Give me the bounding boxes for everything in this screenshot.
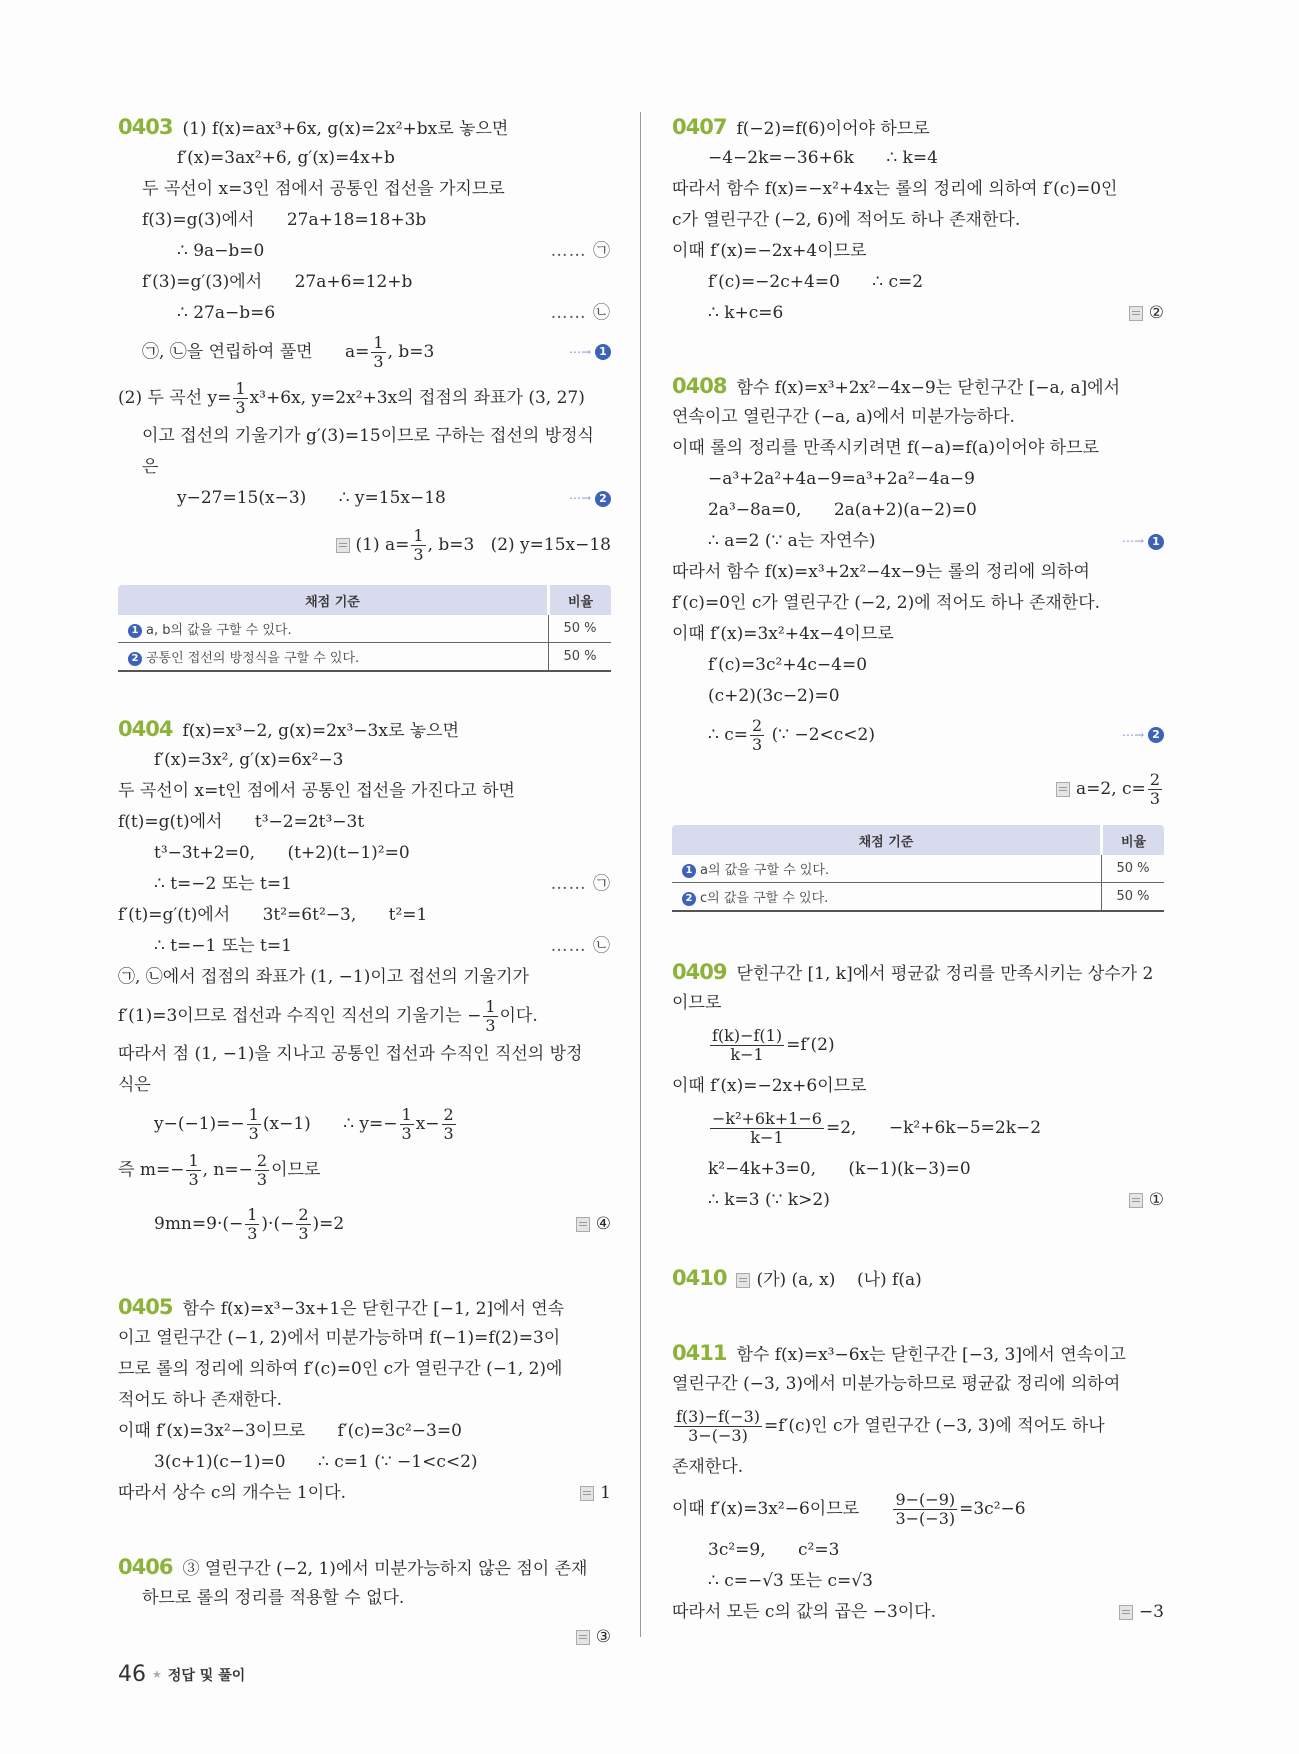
solution-line [672, 1185, 1164, 1216]
solution-line [672, 402, 1164, 433]
text-run: 이때 롤의 정리를 만족시키려면 f(−a)=f(a)이어야 하므로 [672, 438, 1099, 458]
text-run: ㉠, ㉡에서 접점의 좌표가 (1, −1)이고 접선의 기울기가 [118, 967, 529, 987]
answer-icon [336, 538, 350, 553]
text-run: 닫힌구간 [1, k]에서 평균값 정리를 만족시키는 상수가 2 [736, 964, 1154, 984]
text-run: =f′(c)인 c가 열린구간 (−3, 3)에 적어도 하나 [763, 1416, 1105, 1436]
solution-0407 [672, 112, 1164, 329]
fraction-denominator: 3−(−3) [688, 1426, 748, 1445]
answer-icon [576, 1630, 590, 1645]
fraction-denominator: 3 [401, 1124, 412, 1143]
text-run: (가) (a, x) (나) f(a) [756, 1270, 922, 1290]
solution-line [672, 681, 1164, 712]
dotted-arrow-icon: ⋯→ [568, 491, 591, 505]
fraction-numerator: 9−(−9) [895, 1490, 956, 1509]
ratio-cell: 50 % [549, 643, 612, 672]
step-badge-1: 1 [128, 624, 142, 638]
fraction-denominator: k−1 [750, 1128, 784, 1147]
fraction [245, 1206, 259, 1243]
answer-text: ④ [595, 1214, 611, 1234]
solution-0404 [118, 714, 611, 1247]
text-run: )=2 [312, 1214, 345, 1234]
step-badge-1: 1 [1148, 534, 1164, 550]
text-run: 9mn=9·(− [154, 1214, 244, 1234]
text-run: 식은 [118, 1075, 151, 1095]
answer-icon [1129, 306, 1143, 321]
solution-line [672, 267, 1164, 298]
text-run: 두 곡선이 x=t인 점에서 공통인 접선을 가진다고 하면 [118, 781, 515, 801]
solution-line [672, 1566, 1164, 1597]
text-run: 따라서 점 (1, −1)을 지나고 공통인 접선과 수직인 직선의 방정 [118, 1044, 583, 1064]
text-run: )·(− [261, 1214, 295, 1234]
fraction-denominator: 3 [485, 1016, 496, 1035]
fraction-denominator: 3 [1149, 789, 1160, 808]
fraction-numerator: 1 [247, 1205, 258, 1224]
table-header-row [672, 825, 1164, 855]
text-run: 이때 f′(x)=−2x+4이므로 [672, 241, 867, 261]
text-run: −4−2k=−36+6k ∴ k=4 [708, 148, 938, 168]
text-run: f′(c)=−2c+4=0 ∴ c=2 [708, 272, 924, 292]
solution-line [118, 1583, 611, 1614]
text-run: f′(1)=3이므로 접선과 수직인 직선의 기울기는 − [118, 1006, 482, 1026]
fraction-numerator: 2 [443, 1105, 454, 1124]
solution-line [672, 298, 1164, 329]
text-run: 이고 접선의 기울기가 g′(3)=15이므로 구하는 접선의 방정식 [142, 426, 594, 446]
solution-line [118, 1323, 611, 1354]
solution-line [672, 464, 1164, 495]
fraction-numerator: 2 [1149, 770, 1160, 789]
text-run: f(−2)=f(6)이어야 하므로 [736, 119, 930, 139]
criterion-cell [118, 615, 549, 643]
solution-line [672, 526, 1164, 557]
solution-line [672, 495, 1164, 526]
solution-line [118, 1447, 611, 1478]
solution-line [118, 1385, 611, 1416]
solution-line [118, 267, 611, 298]
text-run: ∴ k+c=6 [708, 303, 784, 323]
text-run: 3(c+1)(c−1)=0 ∴ c=1 (∵ −1<c<2) [154, 1452, 478, 1472]
text-run: 따라서 함수 f(x)=x³+2x²−4x−9는 롤의 정리에 의하여 [672, 562, 1090, 582]
text-run: 함수 f(x)=x³+2x²−4x−9는 닫힌구간 [−a, a]에서 [736, 378, 1121, 398]
dotted-arrow-icon: ⋯→ [1121, 728, 1144, 742]
solution-line [672, 1483, 1164, 1535]
criterion-cell [672, 883, 1102, 912]
fraction-numerator: 1 [235, 379, 246, 398]
fraction-numerator: −k²+6k+1−6 [712, 1109, 822, 1128]
solution-line [672, 1102, 1164, 1154]
table-row [118, 615, 611, 643]
text-run: ∴ c=−√3 또는 c=√3 [708, 1571, 873, 1591]
solution-line [118, 1354, 611, 1385]
text-run: (x−1) ∴ y=− [262, 1114, 398, 1134]
text-run: 함수 f(x)=x³−6x는 닫힌구간 [−3, 3]에서 연속이고 [736, 1345, 1126, 1365]
solution-line [672, 1535, 1164, 1566]
solution-line [672, 712, 1164, 758]
fraction [483, 998, 497, 1035]
solution-0411 [672, 1338, 1164, 1628]
text-run: 이므로 [672, 993, 722, 1013]
text-run: 은 [142, 457, 159, 477]
solution-line [118, 1039, 611, 1070]
text-run: ③ [595, 1627, 611, 1647]
solution-line [118, 1622, 611, 1653]
column-divider [640, 112, 641, 1637]
text-run: f′(x)=3ax²+6, g′(x)=4x+b [177, 148, 395, 168]
solution-line [118, 745, 611, 776]
criterion-text: a, b의 값을 구할 수 있다. [146, 623, 292, 638]
text-run: 열린구간 (−3, 3)에서 미분가능하므로 평균값 정리에 의하여 [672, 1374, 1121, 1394]
text-run: 므로 롤의 정리에 의하여 f′(c)=0인 c가 열린구간 (−1, 2)에 [118, 1359, 563, 1379]
text-run: , n=− [202, 1160, 253, 1180]
text-run: ∴ c= [708, 725, 748, 745]
solution-line [118, 714, 611, 745]
ratio-cell: 50 % [1102, 855, 1165, 883]
solution-line [672, 1452, 1164, 1483]
dotted-arrow-icon: ⋯→ [568, 345, 591, 359]
text-run: 이때 f′(x)=−2x+6이므로 [672, 1076, 867, 1096]
text-run: (2) 두 곡선 y= [118, 388, 232, 408]
fraction-denominator: 3 [443, 1124, 454, 1143]
fraction [750, 717, 764, 754]
star-icon: ★ [152, 1668, 162, 1681]
solution-line [118, 1101, 611, 1147]
answer [1119, 1597, 1164, 1628]
problem-number: 0406 [118, 1555, 173, 1579]
solution-line [118, 993, 611, 1039]
solution-line [118, 931, 611, 962]
solution-line [118, 421, 611, 452]
step-badge-1: 1 [595, 344, 611, 360]
solution-line [118, 236, 611, 267]
problem-number: 0405 [118, 1295, 173, 1319]
text-run: 이고 열린구간 (−1, 2)에서 미분가능하며 f(−1)=f(2)=3이 [118, 1328, 561, 1348]
fraction [1148, 771, 1162, 808]
equation-label: …… ㉡ [550, 303, 611, 323]
text-run: 3c²=9, c²=3 [708, 1540, 840, 1560]
answer-icon [736, 1273, 750, 1288]
table-header-cell: 채점 기준 [672, 825, 1102, 855]
fraction-numerator: f(3)−f(−3) [676, 1407, 760, 1426]
fraction [893, 1491, 957, 1528]
answer-icon [1056, 782, 1070, 797]
solution-line [672, 1400, 1164, 1452]
fraction [255, 1152, 269, 1189]
solution-line [118, 1478, 611, 1509]
equation-label: …… ㉠ [550, 874, 611, 894]
answer-text: ② [1148, 303, 1164, 323]
text-run: f(t)=g(t)에서 t³−2=2t³−3t [118, 812, 365, 832]
fraction [400, 1106, 414, 1143]
fraction [411, 527, 425, 564]
text-run: k²−4k+3=0, (k−1)(k−3)=0 [708, 1159, 971, 1179]
fraction-denominator: 3 [298, 1224, 309, 1243]
text-run: 이때 f′(x)=3x²−6이므로 [672, 1499, 892, 1519]
step-marker [569, 483, 611, 514]
answer-text: 1 [600, 1483, 611, 1503]
solution-line [672, 650, 1164, 681]
text-run: 함수 f(x)=x³−3x+1은 닫힌구간 [−1, 2]에서 연속 [182, 1299, 565, 1319]
text-run: , b=3 [387, 342, 435, 362]
table-row [672, 883, 1164, 912]
solution-line [672, 371, 1164, 402]
text-run: 이므로 [271, 1160, 321, 1180]
text-run: 이다. [499, 1006, 538, 1026]
solution-0405 [118, 1292, 611, 1509]
text-run: 적어도 하나 존재한다. [118, 1390, 283, 1410]
table-header-row [118, 585, 611, 615]
criterion-text: c의 값을 구할 수 있다. [700, 891, 829, 906]
fraction-numerator: 1 [401, 1105, 412, 1124]
text-run: 따라서 함수 f(x)=−x²+4x는 롤의 정리에 의하여 f′(c)=0인 [672, 179, 1118, 199]
solution-line [118, 1292, 611, 1323]
fraction-numerator: f(k)−f(1) [712, 1026, 783, 1045]
text-run: , b=3 (2) y=15x−18 [427, 535, 611, 555]
text-run: f′(t)=g′(t)에서 3t²=6t²−3, t²=1 [118, 905, 428, 925]
solution-line [118, 1070, 611, 1101]
scoring-table [118, 585, 611, 672]
solution-0406 [118, 1552, 611, 1653]
solution-line [672, 205, 1164, 236]
fraction-numerator: 1 [413, 526, 424, 545]
fraction-denominator: 3 [752, 735, 763, 754]
answer-icon [580, 1486, 594, 1501]
problem-number: 0404 [118, 717, 173, 741]
solution-line [118, 329, 611, 375]
fraction-numerator: 1 [248, 1105, 259, 1124]
text-run: 즉 m=− [118, 1160, 185, 1180]
fraction-denominator: 3 [235, 398, 246, 417]
solution-line [672, 957, 1164, 988]
text-run: 따라서 모든 c의 값의 곱은 −3이다. [672, 1602, 937, 1622]
fraction-numerator: 1 [373, 333, 384, 352]
problem-number: 0408 [672, 374, 727, 398]
fraction-denominator: 3 [247, 1224, 258, 1243]
fraction-denominator: 3 [248, 1124, 259, 1143]
text-run: ∴ a=2 (∵ a는 자연수) [708, 531, 876, 551]
text-run: 2a³−8a=0, 2a(a+2)(a−2)=0 [708, 500, 977, 520]
fraction [247, 1106, 261, 1143]
criterion-text: a의 값을 구할 수 있다. [700, 863, 830, 878]
scoring-table [672, 825, 1164, 912]
solution-line [672, 143, 1164, 174]
text-run: ③ 열린구간 (−2, 1)에서 미분가능하지 않은 점이 존재 [182, 1559, 588, 1579]
text-run: 이때 f′(x)=3x²+4x−4이므로 [672, 624, 894, 644]
ratio-cell: 50 % [1102, 883, 1165, 912]
solution-line [118, 869, 611, 900]
solution-0408 [672, 371, 1164, 812]
footer-title: 정답 및 풀이 [167, 1667, 246, 1684]
solution-0409 [672, 957, 1164, 1216]
text-run: a=2, c= [1076, 779, 1146, 799]
answer-icon [1119, 1605, 1133, 1620]
solution-line [118, 483, 611, 514]
solution-line [118, 807, 611, 838]
fraction [186, 1152, 200, 1189]
text-run: c가 열린구간 (−2, 6)에 적어도 하나 존재한다. [672, 210, 1021, 230]
text-run: =2, −k²+6k−5=2k−2 [825, 1118, 1042, 1138]
solution-line [672, 1338, 1164, 1369]
answer-text: −3 [1138, 1602, 1164, 1622]
fraction-numerator: 2 [256, 1151, 268, 1170]
answer [1129, 298, 1164, 329]
solution-line [118, 776, 611, 807]
equation-label: …… ㉡ [550, 936, 611, 956]
solution-line [672, 766, 1164, 812]
text-run: 이때 f′(x)=3x²−3이므로 f′(c)=3c²−3=0 [118, 1421, 462, 1441]
solution-line [672, 557, 1164, 588]
text-run: 하므로 롤의 정리를 적용할 수 없다. [142, 1588, 405, 1608]
step-marker [1122, 526, 1164, 557]
solution-line [672, 174, 1164, 205]
page-footer [118, 1662, 245, 1687]
solution-line [672, 1071, 1164, 1102]
solution-line [118, 112, 611, 143]
text-run: (1) a= [355, 535, 410, 555]
text-run: (∵ −2<c<2) [766, 725, 875, 745]
step-badge-2: 2 [128, 652, 142, 666]
fraction [674, 1408, 762, 1445]
step-badge-2: 2 [682, 892, 696, 906]
text-run: (1) f(x)=ax³+6x, g(x)=2x²+bx로 놓으면 [182, 119, 509, 139]
text-run: ∴ t=−2 또는 t=1 [154, 874, 292, 894]
text-run: ∴ t=−1 또는 t=1 [154, 936, 292, 956]
page-number: 46 [118, 1662, 146, 1687]
solution-line [118, 838, 611, 869]
solution-0410 [672, 1263, 1164, 1294]
solution-line [672, 1597, 1164, 1628]
problem-number: 0403 [118, 115, 173, 139]
answer [1129, 1185, 1164, 1216]
text-run: f′(c)=3c²+4c−4=0 [708, 655, 868, 675]
solution-line [672, 619, 1164, 650]
fraction-numerator: 2 [752, 716, 763, 735]
solution-line [672, 1154, 1164, 1185]
criterion-cell [118, 643, 549, 672]
text-run: ∴ 27a−b=6 [177, 303, 276, 323]
step-badge-1: 1 [682, 864, 696, 878]
solution-line [672, 236, 1164, 267]
table-header-cell: 채점 기준 [118, 585, 549, 615]
text-run: f(x)=x³−2, g(x)=2x³−3x로 놓으면 [182, 721, 460, 741]
text-run: y−27=15(x−3) ∴ y=15x−18 [177, 488, 446, 508]
text-run: ∴ k=3 (∵ k>2) [708, 1190, 830, 1210]
problem-number: 0407 [672, 115, 727, 139]
equation-label: …… ㉠ [550, 241, 611, 261]
problem-number: 0409 [672, 960, 727, 984]
solution-line [672, 988, 1164, 1019]
table-header-cell: 비율 [549, 585, 612, 615]
answer [576, 1201, 611, 1247]
solution-0403 [118, 112, 611, 568]
answer-text: ① [1148, 1190, 1164, 1210]
answer-icon [576, 1217, 590, 1232]
fraction-denominator: 3 [373, 352, 384, 371]
text-run: 존재한다. [672, 1457, 744, 1477]
text-run: f′(x)=3x², g′(x)=6x²−3 [154, 750, 344, 770]
fraction [233, 380, 247, 417]
step-marker [1122, 712, 1164, 758]
solution-line [118, 298, 611, 329]
solution-line [118, 375, 611, 421]
answer-icon [1129, 1193, 1143, 1208]
text-run: 따라서 상수 c의 개수는 1이다. [118, 1483, 346, 1503]
fraction [296, 1206, 310, 1243]
solution-line [118, 452, 611, 483]
solution-line [672, 112, 1164, 143]
fraction-denominator: 3 [188, 1170, 199, 1189]
table-row [118, 643, 611, 672]
text-run: f(3)=g(3)에서 27a+18=18+3b [142, 210, 427, 230]
text-run: =3c²−6 [959, 1499, 1026, 1519]
solution-line [672, 1369, 1164, 1400]
fraction-numerator: 1 [188, 1151, 199, 1170]
solution-line [118, 205, 611, 236]
ratio-cell: 50 % [549, 615, 612, 643]
fraction-denominator: 3 [256, 1170, 268, 1189]
step-marker [569, 329, 611, 375]
solution-line [118, 174, 611, 205]
text-run: (c+2)(3c−2)=0 [708, 686, 840, 706]
text-run: −a³+2a²+4a−9=a³+2a²−4a−9 [708, 469, 975, 489]
fraction [710, 1027, 784, 1064]
text-run: ㉠, ㉡을 연립하여 풀면 a= [142, 342, 370, 362]
solution-line [672, 588, 1164, 619]
fraction [710, 1110, 824, 1147]
problem-number: 0410 [672, 1266, 727, 1290]
step-badge-2: 2 [1148, 727, 1164, 743]
solution-line [118, 143, 611, 174]
text-run: 연속이고 열린구간 (−a, a)에서 미분가능하다. [672, 407, 1015, 427]
problem-number: 0411 [672, 1341, 727, 1365]
solution-line [118, 1201, 611, 1247]
solution-line [672, 1019, 1164, 1071]
table-header-cell: 비율 [1102, 825, 1165, 855]
dotted-arrow-icon: ⋯→ [1121, 534, 1144, 548]
fraction [371, 334, 385, 371]
text-run: t³−3t+2=0, (t+2)(t−1)²=0 [154, 843, 410, 863]
solution-line [672, 1263, 1164, 1294]
solution-line [118, 1147, 611, 1193]
solution-line [118, 962, 611, 993]
solution-line [672, 433, 1164, 464]
fraction-denominator: 3−(−3) [895, 1509, 956, 1528]
text-run: f′(3)=g′(3)에서 27a+6=12+b [142, 272, 413, 292]
solution-line [118, 900, 611, 931]
text-run: y−(−1)=− [154, 1114, 245, 1134]
text-run: ∴ 9a−b=0 [177, 241, 265, 261]
fraction-denominator: 3 [413, 545, 424, 564]
fraction-numerator: 2 [298, 1205, 309, 1224]
solution-line [118, 522, 611, 568]
fraction-denominator: k−1 [730, 1045, 764, 1064]
answer [580, 1478, 611, 1509]
text-run: 두 곡선이 x=3인 점에서 공통인 접선을 가지므로 [142, 179, 505, 199]
criterion-text: 공통인 접선의 방정식을 구할 수 있다. [146, 651, 360, 666]
solution-line [118, 1416, 611, 1447]
step-badge-2: 2 [595, 491, 611, 507]
text-run: x− [415, 1114, 440, 1134]
fraction-numerator: 1 [485, 997, 496, 1016]
text-run: =f′(2) [786, 1035, 835, 1055]
table-row [672, 855, 1164, 883]
text-run: x³+6x, y=2x²+3x의 접점의 좌표가 (3, 27) [249, 388, 585, 408]
fraction [442, 1106, 456, 1143]
criterion-cell [672, 855, 1102, 883]
solution-line [118, 1552, 611, 1583]
text-run: f′(c)=0인 c가 열린구간 (−2, 2)에 적어도 하나 존재한다. [672, 593, 1101, 613]
